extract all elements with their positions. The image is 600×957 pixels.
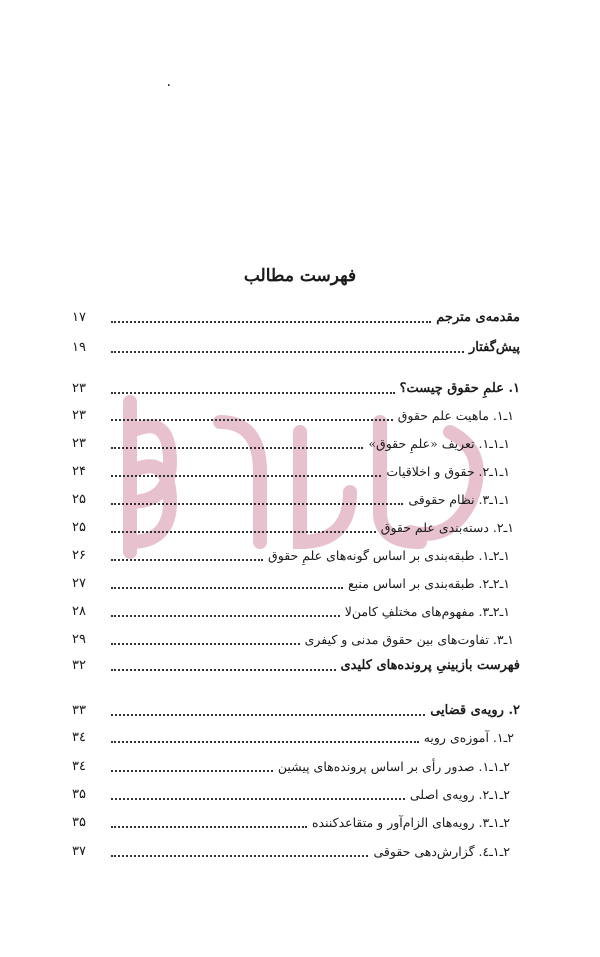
dot-leader [111, 447, 363, 449]
dot-leader [111, 615, 340, 617]
toc-entry-page: ۲۵ [72, 492, 86, 507]
toc-entry-label: ۱ـ۲ـ۱. طبقه‌بندی بر اساس گونه‌های علمِ حقوق [268, 548, 510, 563]
toc-entry-label: ۲ـ۱ـ۲. رویه‌ی اصلی [409, 787, 510, 802]
toc-entry-label: ۱ـ۱. ماهیت علم حقوق [397, 408, 514, 423]
toc-entry-page: ۲۴ [72, 464, 86, 479]
toc-entry-label: ۱ـ۱ـ۲. حقوق و اخلاقیات [386, 464, 510, 479]
toc-title: فهرست مطالب [243, 266, 357, 286]
toc-entry-page: ۲۶ [72, 548, 86, 563]
dot-leader [111, 741, 419, 743]
dot-leader [111, 587, 343, 589]
toc-entry-page: ۲۳ [72, 408, 86, 423]
dot-leader [111, 531, 376, 533]
toc-entry-label: ۲ـ۱ـ۳. رویه‌های الزام‌آور و متقاعدکننده [311, 815, 510, 830]
dot-leader [111, 798, 405, 800]
toc-entry-label: ۲. رویه‌ی قضایی [430, 703, 520, 718]
dot-leader [111, 475, 381, 477]
toc-entry[interactable] [72, 812, 520, 834]
dot-leader [111, 419, 393, 421]
toc-entry-label: مقدمه‌ی مترجم [436, 310, 520, 325]
toc-entry-label: ۲ـ۱ـ۱. صدور رأی بر اساس پرونده‌های پیشین [277, 759, 510, 774]
dot-leader [111, 770, 273, 772]
toc-entry[interactable] [72, 727, 520, 749]
toc-entry-page: ۲۳ [72, 381, 86, 396]
toc-entry-label: ۱ـ۱ـ۳. نظام حقوقی [408, 492, 510, 507]
toc-entry[interactable] [72, 573, 520, 595]
toc-entry-page: ۲۵ [72, 520, 86, 535]
toc-entry[interactable] [72, 405, 520, 427]
toc-entry[interactable] [72, 545, 520, 567]
dot-leader [111, 826, 307, 828]
toc-entry-label: ۲ـ۱ـ٤. گزارش‌دهی حقوقی [373, 844, 510, 859]
dot-leader [111, 669, 336, 671]
dot-leader [111, 351, 464, 353]
toc-entry-label: فهرست بازبینیِ پرونده‌های کلیدی [340, 658, 520, 673]
toc-entry-label: ۱. علمِ حقوق چیست؟ [399, 381, 520, 396]
toc-entry[interactable] [72, 433, 520, 455]
toc-entry[interactable] [72, 517, 520, 539]
toc-entry-page: ۱۷ [72, 310, 86, 325]
toc-entry-page: ۳۵ [72, 787, 86, 802]
toc-entry-label: پیش‌گفتار [468, 340, 520, 355]
toc-entry[interactable] [72, 655, 520, 677]
toc-entry[interactable] [72, 784, 520, 806]
toc-entry-page: ۲۹ [72, 632, 86, 647]
dot-leader [111, 714, 425, 716]
dot-leader [111, 503, 403, 505]
toc-entry-label: ۱ـ۳. تفاوت‌های بین حقوق مدنی و کیفری [304, 632, 514, 647]
toc-entry[interactable] [72, 489, 520, 511]
toc-entry-page: ۲۷ [72, 576, 86, 591]
toc-entry[interactable] [72, 629, 520, 651]
toc-entry-page: ۱۹ [72, 340, 86, 355]
toc-entry-page: ۳٤ [72, 759, 86, 774]
toc-entry-label: ۱ـ۱ـ۱. تعریف «علمِ حقوق» [368, 436, 510, 451]
toc-entry-page: ۳۳ [72, 703, 86, 718]
toc-entry[interactable] [72, 307, 520, 329]
page-mark: ۰ [165, 77, 173, 93]
toc-entry[interactable] [72, 756, 520, 778]
dot-leader [111, 559, 263, 561]
dot-leader [111, 392, 395, 394]
dot-leader [111, 643, 300, 645]
toc-entry[interactable] [72, 841, 520, 863]
toc-entry[interactable] [72, 461, 520, 483]
toc-entry-page: ۳٤ [72, 730, 86, 745]
toc-entry[interactable] [72, 378, 520, 400]
dot-leader [111, 855, 368, 857]
toc-entry[interactable] [72, 337, 520, 359]
toc-entry-page: ۳۲ [72, 658, 86, 673]
toc-entry-page: ۳۷ [72, 844, 86, 859]
toc-entry-page: ۲۸ [72, 604, 86, 619]
toc-entry[interactable] [72, 700, 520, 722]
toc-entry-label: ۱ـ۲ـ۲. طبقه‌بندی بر اساس منبع [348, 576, 510, 591]
toc-entry-label: ۱ـ۲ـ۳. مفهوم‌های مختلفِ کامن‌لا [344, 604, 510, 619]
toc-entry-label: ۲ـ۱. آموزه‌ی رویه [423, 730, 514, 745]
toc-entry[interactable] [72, 601, 520, 623]
toc-entry-page: ۳۵ [72, 815, 86, 830]
dot-leader [111, 321, 431, 323]
toc-entry-label: ۱ـ۲. دسته‌بندی علم حقوق [380, 520, 514, 535]
toc-entry-page: ۲۳ [72, 436, 86, 451]
